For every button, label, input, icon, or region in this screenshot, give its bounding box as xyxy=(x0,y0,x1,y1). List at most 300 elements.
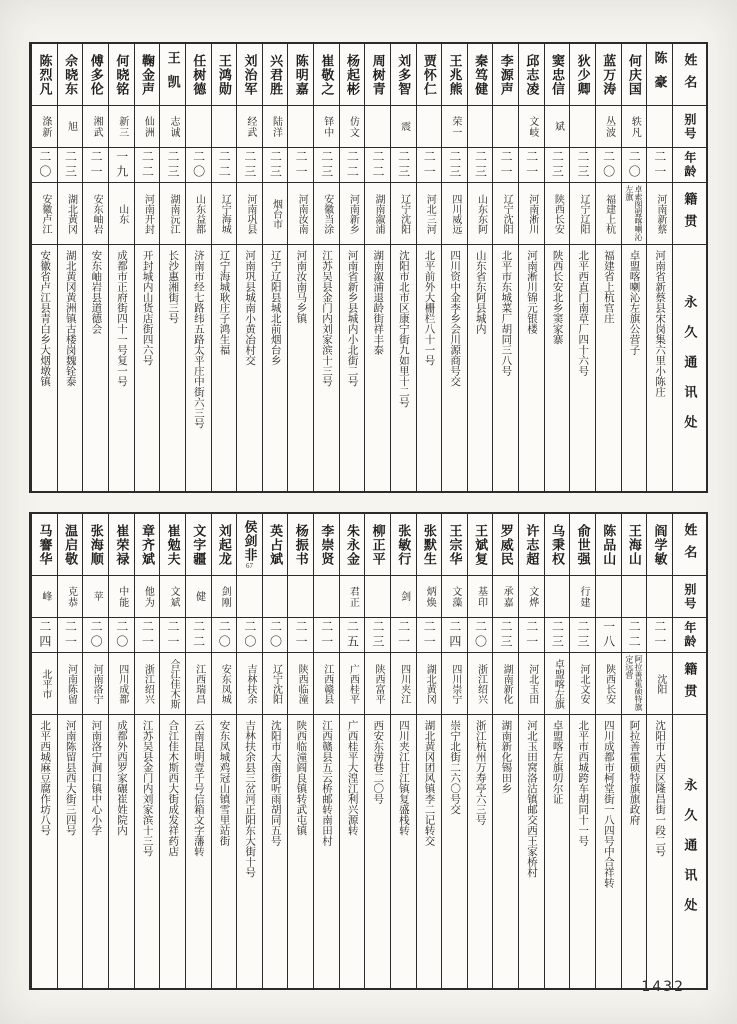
alias-cell-text: 文斌 xyxy=(167,585,179,608)
alias-cell xyxy=(519,575,544,617)
name-cell-text: 陈豪 xyxy=(652,50,668,99)
alias-cell xyxy=(186,105,211,147)
address-cell xyxy=(365,244,390,491)
name-cell xyxy=(109,514,134,575)
address-cell-text: 陕西长安北乡窦家寨 xyxy=(551,250,563,345)
address-cell xyxy=(622,714,647,988)
age-cell-text: 二五 xyxy=(345,620,360,650)
native-place-cell-text: 河南开封 xyxy=(142,193,154,234)
alias-cell xyxy=(417,575,442,617)
address-cell-text: 阿拉善霍硕特旗旗政府 xyxy=(628,720,640,825)
address-cell-text: 安东凤城鸡冠山镇雪里站街 xyxy=(218,720,230,846)
age-cell xyxy=(417,147,442,182)
address-cell xyxy=(647,244,672,491)
native-place-cell-text: 浙江绍兴 xyxy=(475,663,487,704)
alias-cell xyxy=(365,575,390,617)
name-cell-text: 杨起彬 xyxy=(344,53,360,96)
header-age-label: 年龄 xyxy=(682,151,697,179)
person-column xyxy=(339,514,365,988)
name-cell xyxy=(186,44,211,105)
name-cell-text: 窦忠信 xyxy=(549,53,565,96)
name-cell-text: 陈烈凡 xyxy=(37,53,53,96)
address-cell-text: 安徽省卢江县青白乡大烟墩镇 xyxy=(39,250,51,387)
person-column xyxy=(339,44,365,491)
header-alias xyxy=(673,575,706,617)
header-column xyxy=(672,514,706,988)
person-column xyxy=(646,514,672,988)
name-cell-text: 鞠金声 xyxy=(139,53,155,96)
age-cell-text: 二〇 xyxy=(191,150,206,180)
native-place-cell-text: 辽宁沈阳 xyxy=(270,663,282,704)
header-alias xyxy=(673,105,706,147)
age-cell xyxy=(288,617,313,652)
name-cell xyxy=(442,514,467,575)
native-place-cell xyxy=(109,652,134,714)
native-place-cell-text: 浙江绍兴 xyxy=(142,663,154,704)
address-cell-text: 山东省东阿县城内 xyxy=(474,250,486,334)
person-column xyxy=(159,514,185,988)
address-cell xyxy=(442,244,467,491)
address-cell-text: 开封城内山货店街四六号 xyxy=(141,250,153,366)
native-place-cell xyxy=(186,652,211,714)
name-cell xyxy=(596,44,621,105)
age-cell xyxy=(647,617,672,652)
age-cell xyxy=(493,147,518,182)
name-cell xyxy=(32,44,57,105)
person-column xyxy=(185,44,211,491)
alias-cell xyxy=(263,575,288,617)
age-cell-text: 二一 xyxy=(422,620,437,650)
alias-cell-text: 震 xyxy=(398,121,410,132)
name-cell-text: 周树青 xyxy=(370,53,386,96)
header-address-label: 永久通讯处 xyxy=(682,778,698,928)
address-cell xyxy=(340,244,365,491)
address-cell xyxy=(314,714,339,988)
address-cell xyxy=(135,244,160,491)
address-cell-text: 沈阳市北市区康宁街九如里十二号 xyxy=(397,250,409,408)
address-cell xyxy=(83,714,108,988)
name-cell xyxy=(288,514,313,575)
name-cell-text: 王凯 xyxy=(165,50,181,99)
name-cell xyxy=(493,514,518,575)
native-place-cell xyxy=(135,182,160,244)
age-cell-text: 二二 xyxy=(627,620,642,650)
name-cell xyxy=(288,44,313,105)
person-column xyxy=(211,44,237,491)
address-cell-text: 陕西临潼阎良镇转武屯镇 xyxy=(295,720,307,836)
native-place-cell-text: 河南新乡 xyxy=(347,193,359,234)
person-column xyxy=(544,44,570,491)
native-place-cell-text: 阿拉善霍硕特旗定远营 xyxy=(624,655,643,711)
native-place-cell-text: 辽宁海城 xyxy=(219,193,231,234)
name-cell-text: 朱永金 xyxy=(344,523,360,566)
native-place-cell-text: 陕西临潼 xyxy=(296,663,308,704)
native-place-cell-text: 安东凤城 xyxy=(219,663,231,704)
person-column xyxy=(108,514,134,988)
name-cell-text: 马謇华 xyxy=(37,523,53,566)
alias-cell xyxy=(391,105,416,147)
alias-cell xyxy=(570,105,595,147)
age-cell xyxy=(622,617,647,652)
name-cell-text: 英占斌 xyxy=(268,523,284,566)
alias-cell xyxy=(340,575,365,617)
alias-cell-text: 陆洋 xyxy=(270,115,282,138)
alias-cell xyxy=(417,105,442,147)
header-native-place-label: 籍贯 xyxy=(682,191,698,236)
age-cell xyxy=(32,617,57,652)
native-place-cell xyxy=(109,182,134,244)
address-cell xyxy=(365,714,390,988)
person-column xyxy=(569,514,595,988)
address-cell xyxy=(160,714,185,988)
age-cell-text: 二一 xyxy=(396,620,411,650)
person-column xyxy=(518,514,544,988)
person-column xyxy=(82,514,108,988)
name-cell xyxy=(212,44,237,105)
age-cell-text: 二〇 xyxy=(473,620,488,650)
person-column xyxy=(492,514,518,988)
native-place-cell xyxy=(212,182,237,244)
native-place-cell-text: 陕西富平 xyxy=(372,663,384,704)
native-place-cell xyxy=(596,652,621,714)
name-cell xyxy=(545,514,570,575)
name-cell xyxy=(391,44,416,105)
person-column xyxy=(467,514,493,988)
native-place-cell-text: 四川成都 xyxy=(116,663,128,704)
name-cell-text: 温启敬 xyxy=(63,523,79,566)
alias-cell xyxy=(622,575,647,617)
alias-cell-text: 丛波 xyxy=(603,115,615,138)
address-cell xyxy=(109,244,134,491)
name-cell xyxy=(545,44,570,105)
address-cell xyxy=(237,244,262,491)
name-cell xyxy=(314,44,339,105)
native-place-cell xyxy=(365,652,390,714)
name-cell xyxy=(417,44,442,105)
name-cell-text: 王兆熊 xyxy=(447,53,463,96)
age-cell xyxy=(596,147,621,182)
age-cell xyxy=(237,147,262,182)
age-cell-text: 二三 xyxy=(499,620,514,650)
age-cell xyxy=(160,617,185,652)
alias-cell xyxy=(160,575,185,617)
age-cell xyxy=(160,147,185,182)
age-cell-text: 二三 xyxy=(550,150,565,180)
alias-cell xyxy=(622,105,647,147)
age-cell xyxy=(622,147,647,182)
native-place-cell-text: 湖南新化 xyxy=(501,663,513,704)
native-place-cell xyxy=(32,182,57,244)
age-cell xyxy=(468,147,493,182)
header-column xyxy=(672,44,706,491)
alias-cell-text: 仿文 xyxy=(347,115,359,138)
address-cell-text: 江苏吴县金门内刘家滨十三号 xyxy=(320,250,332,387)
age-cell xyxy=(391,617,416,652)
age-cell-text: 二一 xyxy=(319,620,334,650)
alias-cell xyxy=(468,105,493,147)
name-cell xyxy=(135,44,160,105)
native-place-cell-text: 山东益都 xyxy=(193,193,205,234)
alias-cell-text: 中能 xyxy=(116,585,128,608)
header-address-label: 永久通讯处 xyxy=(682,294,698,445)
age-cell-text: 二四 xyxy=(447,620,462,650)
age-cell xyxy=(237,617,262,652)
alias-cell-text: 承嘉 xyxy=(501,585,513,608)
alias-cell-text: 湘武 xyxy=(91,115,103,138)
native-place-cell xyxy=(58,182,83,244)
native-place-cell xyxy=(314,182,339,244)
age-cell xyxy=(570,147,595,182)
alias-cell xyxy=(442,105,467,147)
alias-cell xyxy=(32,575,57,617)
name-cell xyxy=(365,514,390,575)
name-cell-text: 傅多伦 xyxy=(88,53,104,96)
alias-cell xyxy=(519,105,544,147)
native-place-cell xyxy=(340,652,365,714)
address-cell xyxy=(545,244,570,491)
person-column xyxy=(159,44,185,491)
alias-cell xyxy=(32,105,57,147)
name-cell xyxy=(83,44,108,105)
address-cell xyxy=(212,714,237,988)
age-cell xyxy=(545,617,570,652)
name-cell xyxy=(442,44,467,105)
name-cell-text: 李崇贤 xyxy=(319,523,335,566)
person-column xyxy=(108,44,134,491)
age-cell xyxy=(135,147,160,182)
address-cell-text: 成都外西罗家碾崔姓院内 xyxy=(115,720,127,836)
name-cell-text: 贾怀仁 xyxy=(421,53,437,96)
age-cell-text: 二三 xyxy=(63,150,78,180)
native-place-cell xyxy=(442,182,467,244)
name-cell xyxy=(570,514,595,575)
name-cell xyxy=(622,514,647,575)
address-cell-text: 河南淅川锦元银楼 xyxy=(525,250,537,334)
age-cell-text: 二〇 xyxy=(114,620,129,650)
age-cell-text: 一八 xyxy=(601,620,616,650)
address-cell-text: 河北玉田窝洛沽镇邮交西王家桥村 xyxy=(525,720,537,878)
address-cell-text: 崇宁北街二六〇号交 xyxy=(449,720,461,815)
person-column xyxy=(236,514,262,988)
alias-cell xyxy=(493,105,518,147)
name-cell xyxy=(417,514,442,575)
age-cell xyxy=(365,617,390,652)
alias-cell xyxy=(83,105,108,147)
age-cell xyxy=(596,617,621,652)
native-place-cell-text: 安东岫岩 xyxy=(91,193,103,234)
name-cell xyxy=(135,514,160,575)
age-cell xyxy=(493,617,518,652)
address-cell xyxy=(314,244,339,491)
age-cell-text: 二〇 xyxy=(627,150,642,180)
alias-cell-text: 苹 xyxy=(91,591,103,602)
alias-cell xyxy=(314,105,339,147)
address-cell xyxy=(545,714,570,988)
native-place-cell-text: 四川夹江 xyxy=(398,663,410,704)
address-cell xyxy=(186,714,211,988)
address-cell-text: 四川资中金李乡会川源商号交 xyxy=(449,250,461,387)
address-cell-text: 广西桂平大湟江利兴源转 xyxy=(346,720,358,836)
native-place-cell-text: 合江佳木斯 xyxy=(167,658,179,709)
alias-cell-text: 基印 xyxy=(475,585,487,608)
native-place-cell-text: 湖南溆浦 xyxy=(372,193,384,234)
age-cell xyxy=(519,617,544,652)
age-cell xyxy=(340,147,365,182)
alias-cell-text: 涤新 xyxy=(39,115,51,138)
address-cell-text: 长沙惠湘街三号 xyxy=(167,250,179,324)
address-cell xyxy=(263,714,288,988)
address-cell xyxy=(570,244,595,491)
address-cell-text: 湖北黄冈黄洲镇古楼岗魏铨泰 xyxy=(64,250,76,387)
native-place-cell xyxy=(647,182,672,244)
native-place-cell-text: 河北文安 xyxy=(577,663,589,704)
address-cell xyxy=(288,244,313,491)
alias-cell xyxy=(288,575,313,617)
address-cell xyxy=(417,714,442,988)
native-place-cell xyxy=(263,182,288,244)
person-column xyxy=(57,514,83,988)
name-cell-text: 任树德 xyxy=(191,53,207,96)
address-cell-text: 河南省新蔡县宋岗集六里小陈庄 xyxy=(654,250,666,397)
alias-cell xyxy=(186,575,211,617)
name-cell-text: 许志超 xyxy=(524,523,540,566)
alias-cell-text: 文藻 xyxy=(449,585,461,608)
address-cell-text: 卓盟喀喇沁左旗公营子 xyxy=(628,250,640,355)
native-place-cell xyxy=(519,182,544,244)
native-place-cell xyxy=(545,652,570,714)
name-cell-text: 阎学敏 xyxy=(652,523,668,566)
header-native-place xyxy=(673,182,706,244)
alias-cell-text: 他为 xyxy=(142,585,154,608)
age-cell-text: 二四 xyxy=(37,620,52,650)
person-column xyxy=(287,44,313,491)
person-column xyxy=(236,44,262,491)
alias-cell xyxy=(647,105,672,147)
age-cell-text: 二二 xyxy=(345,150,360,180)
address-cell-text: 四川成都市柯堂街一八四号中合祥转 xyxy=(602,720,614,888)
native-place-cell-text: 卓盟喀左旗 xyxy=(552,658,564,709)
age-cell xyxy=(442,617,467,652)
age-cell-text: 二〇 xyxy=(242,620,257,650)
age-cell-text: 二〇 xyxy=(601,150,616,180)
native-place-cell-text: 北平市 xyxy=(39,668,51,699)
name-cell xyxy=(365,44,390,105)
address-cell-text: 河南汝南马乡镇 xyxy=(295,250,307,324)
native-place-cell-text: 沈阳 xyxy=(654,673,666,694)
name-cell xyxy=(314,514,339,575)
native-place-cell xyxy=(314,652,339,714)
age-cell-text: 二一 xyxy=(63,620,78,650)
age-cell-text: 二一 xyxy=(89,150,104,180)
address-cell-text: 沈阳市大西区隆昌街一段二号 xyxy=(654,720,666,857)
address-cell-text: 辽宁辽阳县城北前烟台乡 xyxy=(269,250,281,366)
address-cell xyxy=(109,714,134,988)
name-cell-text: 崔勉夫 xyxy=(165,523,181,566)
age-cell xyxy=(109,147,134,182)
address-cell-text: 河南洛宁涧口镇中心小学 xyxy=(90,720,102,836)
native-place-cell xyxy=(570,182,595,244)
address-cell xyxy=(596,714,621,988)
alias-cell-text: 克恭 xyxy=(65,585,77,608)
native-place-cell xyxy=(237,652,262,714)
alias-cell xyxy=(570,575,595,617)
address-cell-text: 江西赣县五云桥邮转南田村 xyxy=(320,720,332,846)
age-cell-text: 二三 xyxy=(319,150,334,180)
alias-cell-text: 旭 xyxy=(65,121,77,132)
person-column xyxy=(82,44,108,491)
age-cell-text: 二三 xyxy=(268,150,283,180)
native-place-cell xyxy=(135,652,160,714)
native-place-cell-text: 湖北黄冈 xyxy=(424,663,436,704)
address-cell-text: 湖南新化锡田乡 xyxy=(500,720,512,794)
address-cell xyxy=(340,714,365,988)
age-cell-text: 二〇 xyxy=(89,620,104,650)
native-place-cell xyxy=(186,182,211,244)
alias-cell xyxy=(58,575,83,617)
native-place-cell-text: 河南新蔡 xyxy=(654,193,666,234)
name-cell xyxy=(237,514,262,575)
age-cell xyxy=(135,617,160,652)
name-cell xyxy=(647,44,672,105)
native-place-cell xyxy=(622,182,647,244)
age-cell-text: 二三 xyxy=(473,150,488,180)
address-cell-text: 卓盟喀左旗叨尔证 xyxy=(551,720,563,804)
native-place-cell-text: 河南汝南 xyxy=(296,193,308,234)
name-cell xyxy=(186,514,211,575)
header-address xyxy=(673,244,706,491)
age-cell xyxy=(186,147,211,182)
person-column xyxy=(134,44,160,491)
native-place-cell-text: 安徽卢江 xyxy=(39,193,51,234)
person-column xyxy=(57,44,83,491)
alias-cell xyxy=(212,575,237,617)
name-cell xyxy=(32,514,57,575)
name-cell-text: 张默生 xyxy=(421,523,437,566)
address-cell-text: 合江佳木斯西大街成发祥药店 xyxy=(167,720,179,857)
alias-cell xyxy=(442,575,467,617)
person-column xyxy=(544,514,570,988)
name-cell xyxy=(468,44,493,105)
address-cell xyxy=(519,244,544,491)
name-cell xyxy=(160,514,185,575)
address-cell-text: 成都市正府街四十一号复一号 xyxy=(115,250,127,387)
age-cell-text: 二一 xyxy=(652,620,667,650)
person-column xyxy=(262,44,288,491)
person-column xyxy=(646,44,672,491)
native-place-cell xyxy=(58,652,83,714)
address-cell-text: 沈阳市大南街听雨胡同五号 xyxy=(269,720,281,846)
native-place-cell xyxy=(647,652,672,714)
address-cell-text: 河南陈留县西大街三四号 xyxy=(64,720,76,836)
name-cell-text: 蓝万涛 xyxy=(601,53,617,96)
age-cell xyxy=(314,617,339,652)
age-cell xyxy=(263,617,288,652)
name-cell-text: 刘起龙 xyxy=(216,523,232,566)
name-cell xyxy=(263,44,288,105)
name-cell xyxy=(212,514,237,575)
native-place-cell-text: 湖南沅江 xyxy=(167,193,179,234)
age-cell-text: 二〇 xyxy=(37,150,52,180)
person-column xyxy=(441,44,467,491)
address-cell xyxy=(493,244,518,491)
address-cell xyxy=(391,714,416,988)
name-cell-text: 张海顺 xyxy=(88,523,104,566)
age-cell xyxy=(391,147,416,182)
address-cell xyxy=(622,244,647,491)
person-column xyxy=(467,44,493,491)
native-place-cell-text: 福建上杭 xyxy=(603,193,615,234)
native-place-cell-text: 河北玉田 xyxy=(526,663,538,704)
